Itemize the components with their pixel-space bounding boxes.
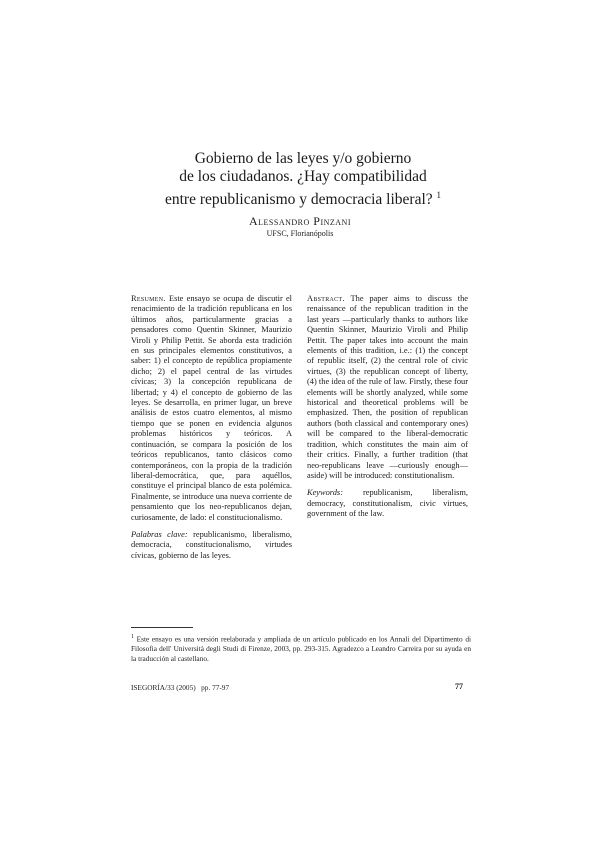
title-line-text: entre republicanismo y democracia liberal? [164, 191, 433, 209]
footnote-divider [131, 627, 193, 628]
footnote-mark: 1 [131, 634, 134, 640]
title-line: Gobierno de las leyes y/o gobierno [194, 150, 412, 167]
resumen-label: Resumen. [131, 294, 166, 303]
keywords-text: republicanism, liberalism, democracy, constitutionalism, civic virtues, government of the law. [307, 488, 469, 519]
keywords-paragraph [307, 488, 468, 519]
keywords-label: Keywords: [307, 488, 343, 498]
palabras-clave-label: Palabras clave: [131, 529, 188, 539]
title-line [100, 186, 506, 209]
author-affiliation: UFSC, Florianópolis [266, 229, 334, 238]
palabras-clave-text: republicanismo, liberalismo, democracia, constitucionalismo, virtudes cívicas, gobierno de las leyes. [131, 529, 293, 560]
article-title [100, 150, 506, 209]
title-footnote-mark[interactable]: 1 [436, 190, 442, 200]
footnote [131, 633, 471, 664]
resumen-paragraph [131, 294, 292, 523]
palabras-clave-paragraph [131, 530, 292, 561]
title-line: de los ciudadanos. ¿Hay compatibilidad [179, 168, 427, 185]
abstract-text: The paper aims to discuss the renaissance of the republican tradition in the last years —particularly thanks to authors like Quentin Skinner, Maurizio Viroli and Philip Pettit. The paper takes into account the main elements of this tradition, i.e.: (1) the concept of republic itself, (2) the central role of civic virtues, (3) the republican concept of liberty, (4) the idea of the rule of law. Firstly, these four elements will be shortly analyzed, while some historical and theoretical problems will be emphasized. Then, the position of republican authors (both classical and contemporary ones) will be compared to the liberal-democratic tradition, which constitutes the main aim of their critics. Finally, a further tradition (that neo-republicans leave —curiously enough— aside) will be introduced: constitutionalism. [307, 294, 468, 480]
abstract-label: Abstract. [307, 294, 345, 303]
author-name: Alessandro Pinzani [248, 214, 351, 228]
abstract-paragraph [307, 294, 468, 481]
page-number: 77 [455, 682, 463, 691]
spanish-abstract-column [131, 294, 292, 561]
resumen-text: Este ensayo se ocupa de discutir el renacimiento de la tradición republicana en los últimos años, particularmente gracias a pensadores como Quentin Skinner, Maurizio Viroli y Philip Pettit. Se aborda esta tradición en sus principales elementos constitutivos, a saber: 1) el concepto de república propiamente dicho; 2) el papel central de las virtudes cívicas; 3) la concepción republicana de libertad; y 4) el concepto de gobierno de las leyes. Se desarrolla, en primer lugar, un breve análisis de estos cuatro elementos, al mismo tiempo que se ponen en evidencia algunos problemas históricos y teóricos. A continuación, se compara la posición de los teóricos republicanos, tanto clásicos como contemporáneos, con la propia de la tradición liberal-democrática, que, para aquéllos, constituye el principal blanco de esta polémica. Finalmente, se introduce una nueva corriente de pensamiento que los neo-republicanos dejan, curiosamente, de lado: el constitucionalismo. [131, 294, 292, 522]
journal-citation: ISEGORÍA/33 (2005) pp. 77-97 [131, 683, 230, 692]
english-abstract-column [307, 294, 468, 520]
footnote-text: Este ensayo es una versión reelaborada y ampliada de un artículo publicado en los Annali del Dipartimento di Filosofia dell' Università degli Studi di Firenze, 2003, pp. 293-315. Agradezco a Leandro Carreira por su ayuda en la traducción al castellano. [131, 634, 471, 664]
